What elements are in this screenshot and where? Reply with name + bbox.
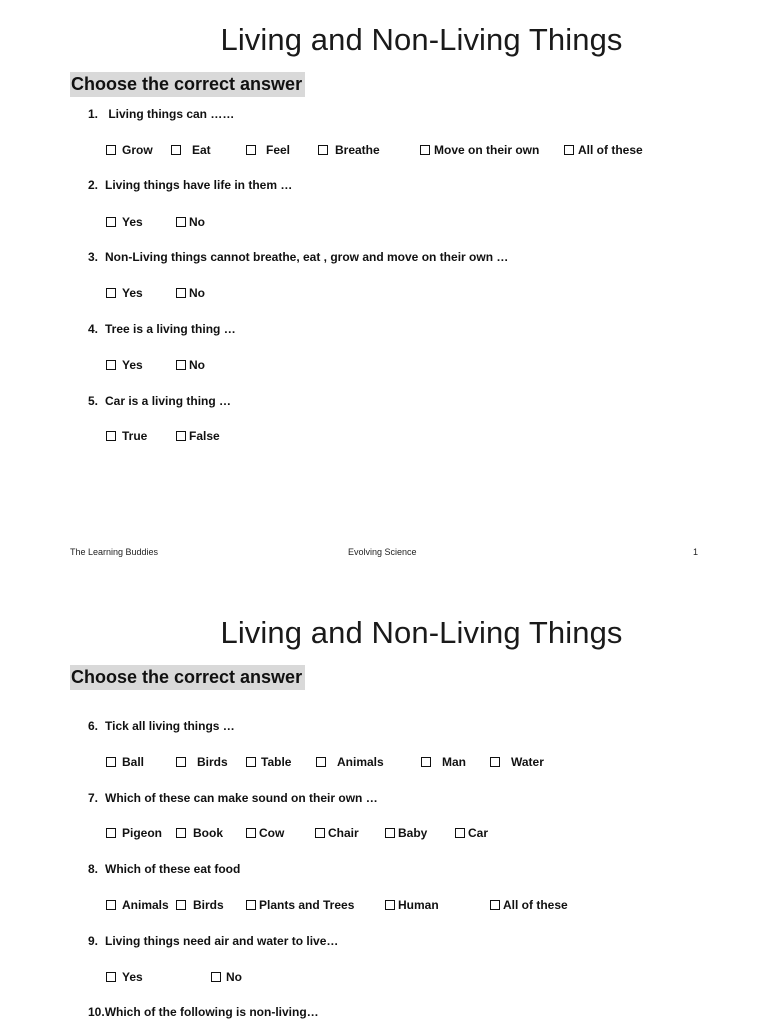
question-2 <box>88 178 292 192</box>
option-label: Eat <box>192 143 211 157</box>
question-number: 2. <box>88 178 99 192</box>
question-number: 4. <box>88 322 99 336</box>
page-number: 1 <box>693 547 699 557</box>
option-label: Plants and Trees <box>259 898 355 912</box>
option-label: Animals <box>122 898 169 912</box>
checkbox[interactable] <box>385 900 395 910</box>
option-true[interactable] <box>106 429 147 443</box>
checkbox[interactable] <box>106 431 116 441</box>
option-birds[interactable] <box>176 898 224 912</box>
checkbox[interactable] <box>176 431 186 441</box>
option-feel[interactable] <box>246 143 290 157</box>
checkbox[interactable] <box>421 757 431 767</box>
checkbox[interactable] <box>176 288 186 298</box>
option-yes[interactable] <box>106 215 143 229</box>
option-label: Water <box>511 755 544 769</box>
question-text: Which of these can make sound on their own … <box>105 791 378 805</box>
option-label: Man <box>442 755 466 769</box>
question-text: Tree is a living thing … <box>105 322 236 336</box>
question-1 <box>88 107 234 121</box>
option-chair[interactable] <box>315 826 359 840</box>
option-no[interactable] <box>176 215 205 229</box>
question-text: Car is a living thing … <box>105 394 232 408</box>
option-label: Cow <box>259 826 285 840</box>
option-label: Yes <box>122 970 143 984</box>
option-label: No <box>189 358 205 372</box>
option-breathe[interactable] <box>318 143 380 157</box>
option-label: Birds <box>197 755 228 769</box>
checkbox[interactable] <box>420 145 430 155</box>
checkbox[interactable] <box>176 828 186 838</box>
question-5 <box>88 394 231 408</box>
option-pigeon[interactable] <box>106 826 162 840</box>
option-label: No <box>189 215 205 229</box>
page-title: Living and Non-Living Things <box>220 615 623 650</box>
question-text: Living things need air and water to live… <box>105 934 339 948</box>
checkbox[interactable] <box>315 828 325 838</box>
option-animals[interactable] <box>316 755 384 769</box>
question-8 <box>88 862 240 876</box>
option-label: True <box>122 429 148 443</box>
option-label: Book <box>193 826 223 840</box>
question-number: 8. <box>88 862 99 876</box>
section-heading: Choose the correct answer <box>70 72 305 97</box>
option-label: Move on their own <box>434 143 540 157</box>
question-number: 10. <box>88 1005 105 1019</box>
question-text: Which of these eat food <box>105 862 241 876</box>
checkbox[interactable] <box>171 145 181 155</box>
option-label: False <box>189 429 220 443</box>
question-number: 6. <box>88 719 99 733</box>
question-number: 9. <box>88 934 99 948</box>
option-label: All of these <box>503 898 568 912</box>
checkbox[interactable] <box>318 145 328 155</box>
option-all-of-these[interactable] <box>490 898 568 912</box>
question-7 <box>88 791 378 805</box>
checkbox[interactable] <box>490 757 500 767</box>
option-yes[interactable] <box>106 358 143 372</box>
option-table[interactable] <box>246 755 291 769</box>
checkbox[interactable] <box>490 900 500 910</box>
question-text: Tick all living things … <box>105 719 235 733</box>
option-label: Table <box>261 755 292 769</box>
checkbox[interactable] <box>106 972 116 982</box>
option-grow[interactable] <box>106 143 153 157</box>
option-label: Grow <box>122 143 153 157</box>
checkbox[interactable] <box>246 145 256 155</box>
section-heading: Choose the correct answer <box>70 665 305 690</box>
footer-left: The Learning Buddies <box>70 547 159 557</box>
checkbox[interactable] <box>246 900 256 910</box>
checkbox[interactable] <box>176 217 186 227</box>
checkbox[interactable] <box>106 828 116 838</box>
option-human[interactable] <box>385 898 439 912</box>
option-label: No <box>226 970 242 984</box>
checkbox[interactable] <box>211 972 221 982</box>
option-label: Birds <box>193 898 224 912</box>
question-4 <box>88 322 236 336</box>
option-book[interactable] <box>176 826 223 840</box>
checkbox[interactable] <box>176 360 186 370</box>
question-number: 1. <box>88 107 99 121</box>
option-label: Baby <box>398 826 428 840</box>
option-label: Chair <box>328 826 359 840</box>
option-all-of-these[interactable] <box>564 143 643 157</box>
option-label: All of these <box>578 143 643 157</box>
option-birds[interactable] <box>176 755 228 769</box>
question-text: Non-Living things cannot breathe, eat , grow and move on their own … <box>105 250 509 264</box>
option-yes[interactable] <box>106 970 143 984</box>
option-label: Ball <box>122 755 145 769</box>
checkbox[interactable] <box>176 900 186 910</box>
option-baby[interactable] <box>385 826 427 840</box>
option-no[interactable] <box>176 286 205 300</box>
option-label: Breathe <box>335 143 380 157</box>
option-ball[interactable] <box>106 755 144 769</box>
option-label: Yes <box>122 286 143 300</box>
checkbox[interactable] <box>106 145 116 155</box>
question-3 <box>88 250 508 264</box>
question-number: 3. <box>88 250 99 264</box>
option-label: Feel <box>266 143 291 157</box>
option-water[interactable] <box>490 755 544 769</box>
checkbox[interactable] <box>564 145 574 155</box>
checkbox[interactable] <box>246 828 256 838</box>
footer-center: Evolving Science <box>348 547 417 557</box>
question-9 <box>88 934 338 948</box>
option-label: Pigeon <box>122 826 163 840</box>
checkbox[interactable] <box>106 217 116 227</box>
option-label: Car <box>468 826 489 840</box>
question-text: Living things can …… <box>105 107 235 121</box>
option-label: No <box>189 286 205 300</box>
question-number: 5. <box>88 394 99 408</box>
checkbox[interactable] <box>385 828 395 838</box>
option-no[interactable] <box>176 358 205 372</box>
checkbox[interactable] <box>106 757 116 767</box>
option-yes[interactable] <box>106 286 143 300</box>
option-label: Yes <box>122 358 143 372</box>
checkbox[interactable] <box>246 757 256 767</box>
checkbox[interactable] <box>106 288 116 298</box>
question-10 <box>88 1005 319 1019</box>
question-6 <box>88 719 235 733</box>
checkbox[interactable] <box>176 757 186 767</box>
option-cow[interactable] <box>246 826 284 840</box>
option-eat[interactable] <box>171 143 211 157</box>
option-no[interactable] <box>211 970 242 984</box>
page-title: Living and Non-Living Things <box>220 22 623 57</box>
option-car[interactable] <box>455 826 488 840</box>
option-move-on-their-own[interactable] <box>420 143 539 157</box>
question-text: Which of the following is non-living… <box>104 1005 319 1019</box>
option-false[interactable] <box>176 429 220 443</box>
option-label: Human <box>398 898 439 912</box>
option-label: Animals <box>337 755 384 769</box>
question-text: Living things have life in them … <box>105 178 293 192</box>
option-animals[interactable] <box>106 898 169 912</box>
option-label: Yes <box>122 215 143 229</box>
option-plants-and-trees[interactable] <box>246 898 354 912</box>
checkbox[interactable] <box>106 360 116 370</box>
checkbox[interactable] <box>455 828 465 838</box>
checkbox[interactable] <box>316 757 326 767</box>
checkbox[interactable] <box>106 900 116 910</box>
option-man[interactable] <box>421 755 466 769</box>
question-number: 7. <box>88 791 99 805</box>
